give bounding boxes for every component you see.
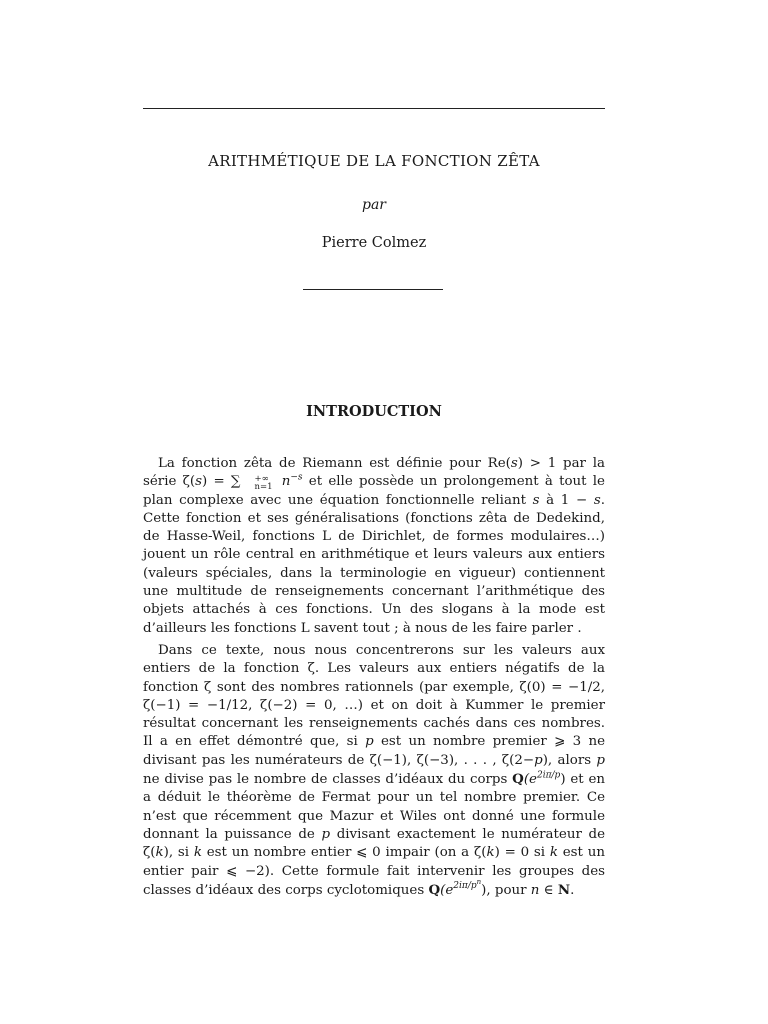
math-var: (e — [440, 882, 454, 898]
top-rule — [143, 108, 605, 109]
math-var: (e — [523, 772, 537, 788]
rationals-symbol: Q — [428, 881, 441, 898]
math-var: s — [593, 492, 601, 508]
math-var: s — [510, 456, 518, 471]
text-run: ne divise pas le nombre de classes d’idéaux du corps — [143, 772, 513, 788]
author-name: Pierre Colmez — [321, 235, 427, 251]
sum-upper: +∞ — [254, 474, 269, 485]
naturals-symbol: N — [557, 881, 571, 898]
body-text — [143, 455, 605, 900]
separator-rule — [303, 289, 443, 290]
math-exponent: 2iπ/p — [536, 770, 561, 781]
text-run: ∈ — [539, 882, 558, 898]
math-var: k — [549, 845, 558, 861]
text-run: ) = 0 si — [494, 845, 550, 861]
paragraph-2 — [143, 642, 605, 900]
section-heading: INTRODUCTION — [306, 403, 442, 420]
text-run: divisant exactement le numérateur de ζ( — [143, 826, 606, 861]
exponent-base: 2iπ/p — [453, 881, 477, 892]
text-run: ) et en a déduit le théorème de Fermat pour un tel nombre premier. Ce n’est que récemment que Mazur et Wiles ont donné une formule donnant la puissance de — [143, 772, 605, 842]
text-run: ), si — [163, 845, 194, 861]
text-run: . — [570, 882, 575, 898]
text-run: ) > 1 par la série ζ( — [143, 456, 605, 490]
math-var: p — [596, 752, 605, 768]
math-var: p — [365, 734, 374, 750]
math-exponent — [453, 878, 482, 892]
math-var: p — [534, 752, 543, 768]
rationals-symbol: Q — [512, 771, 524, 788]
text-run: est un nombre premier ⩾ 3 ne divisant pas les numérateurs de ζ(−1), ζ(−3), . . . , ζ(2− — [143, 734, 605, 768]
math-var: s — [532, 492, 540, 508]
math-var: n — [275, 474, 291, 490]
math-var: n — [530, 882, 540, 898]
sum-limits — [239, 475, 272, 491]
text-run: ) = ∑ — [202, 474, 241, 490]
text-run: est un nombre entier ⩽ 0 impair (on a ζ( — [201, 845, 487, 861]
text-run: et elle possède un prolongement à tout le plan complexe avec une équation fonctionnelle reliant — [143, 474, 605, 508]
by-line: par — [361, 197, 386, 213]
text-run: Dans ce texte, nous nous concentrerons sur les valeurs aux entiers de la fonction ζ. Les valeurs aux entiers négatifs de la fonction ζ sont des nombres rationnels (par exemple, ζ(0) = −1/2, ζ(−1) = −1/12, ζ(−2) = 0, …) et on doit à Kummer le premier résultat concernant les renseignements cachés dans ces nombres. Il a en effet démontré que, si — [143, 642, 605, 750]
text-run: . Cette fonction et ses généralisations (fonctions zêta de Dedekind, de Hasse-Weil, fonctions L de Dirichlet, de formes modulaires…) jouent un rôle central en arithmétique et leurs valeurs aux entiers (valeurs spéciales, dans la terminologie en vigueur) contiennent une multitude de renseignements concernant l’arithmétique des objets attachés à ces fonctions. Un des slogans à la mode est d’ailleurs les fonctions L savent tout ; à nous de les faire parler . — [143, 492, 606, 636]
text-run: La fonction zêta de Riemann est définie pour Re( — [158, 456, 511, 471]
exponent-power: n — [476, 878, 482, 887]
math-var: p — [321, 826, 331, 842]
math-var: k — [486, 845, 495, 861]
math-var: k — [155, 845, 164, 861]
paragraph-1 — [143, 455, 605, 638]
sum-lower: n=1 — [254, 482, 273, 493]
math-exponent: −s — [290, 472, 303, 483]
paper-title: ARITHMÉTIQUE DE LA FONCTION ZÊTA — [208, 152, 540, 170]
math-var: k — [193, 845, 202, 861]
text-run: est un entier pair ⩽ −2). Cette formule fait intervenir les groupes des classes d’idéaux des corps cyclotomiques — [143, 845, 605, 898]
text-run: ), alors — [542, 752, 597, 768]
text-run: à 1 − — [539, 492, 594, 508]
text-run: ), pour — [481, 882, 531, 898]
math-var: s — [195, 474, 202, 490]
